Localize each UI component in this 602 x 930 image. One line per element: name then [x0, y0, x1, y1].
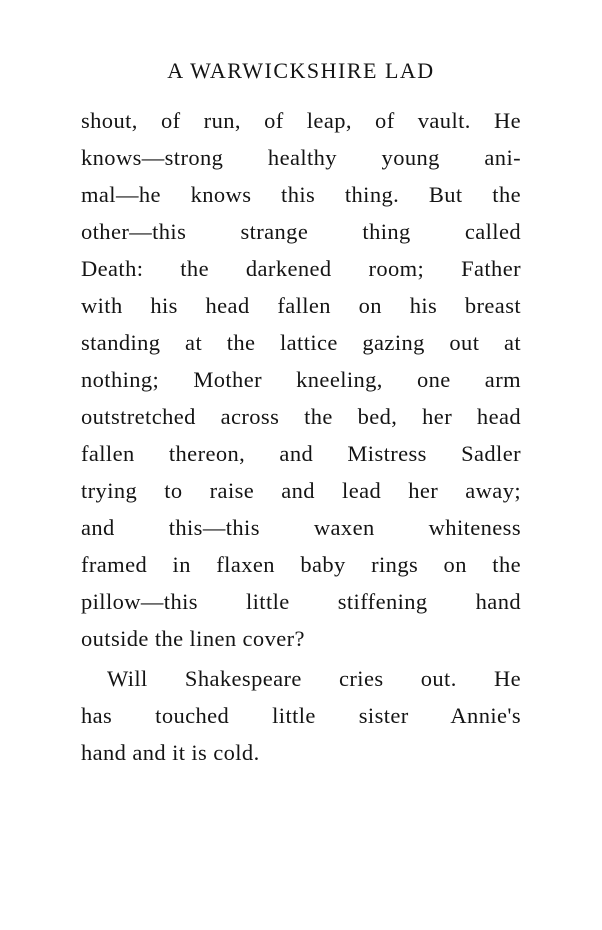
text-line: mal—he knows this thing. But the — [81, 182, 521, 207]
text-line: has touched little sister Annie's — [81, 703, 521, 728]
running-head-title: A WARWICKSHIRE LAD — [167, 58, 435, 83]
text-line: framed in flaxen baby rings on the — [81, 552, 521, 577]
text-line: outside the linen cover? — [81, 626, 305, 651]
text-line: hand and it is cold. — [81, 740, 260, 765]
text-line: pillow—this little stiffening hand — [81, 589, 521, 614]
text-line: fallen thereon, and Mistress Sadler — [81, 441, 521, 466]
text-line: shout, of run, of leap, of vault. He — [81, 108, 521, 133]
text-line: trying to raise and lead her away; — [81, 478, 521, 503]
text-line: with his head fallen on his breast — [81, 293, 521, 318]
text-line: outstretched across the bed, her head — [81, 404, 521, 429]
text-line: and this—this waxen whiteness — [81, 515, 521, 540]
text-line: standing at the lattice gazing out at — [81, 330, 521, 355]
paragraph-2 — [81, 660, 521, 771]
body-text — [81, 102, 521, 771]
text-line: Will Shakespeare cries out. He — [107, 666, 521, 691]
text-line: other—this strange thing called — [81, 219, 521, 244]
text-line: knows—strong healthy young ani- — [81, 145, 521, 170]
text-line: Death: the darkened room; Father — [81, 256, 521, 281]
paragraph-1 — [81, 102, 521, 657]
text-line: nothing; Mother kneeling, one arm — [81, 367, 521, 392]
